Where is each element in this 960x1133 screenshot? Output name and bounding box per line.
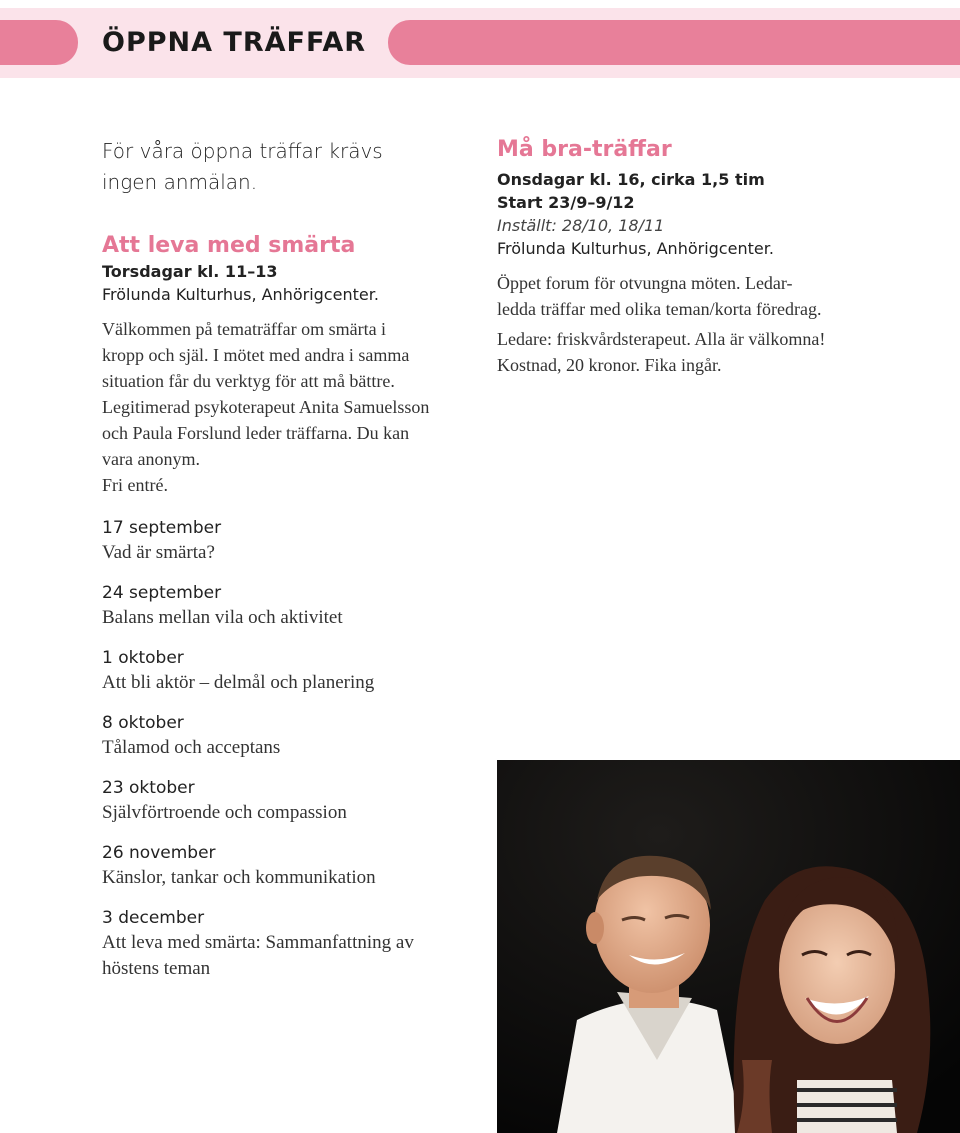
list-item xyxy=(102,646,472,696)
wellbeing-start: Start 23/9–9/12 xyxy=(497,193,635,212)
list-item xyxy=(102,711,472,761)
list-item xyxy=(102,581,472,631)
wellbeing-location: Frölunda Kulturhus, Anhörigcenter. xyxy=(497,239,774,258)
event-date: 1 oktober xyxy=(102,648,184,668)
pain-desc-line: Välkommen på tematräffar om smärta i xyxy=(102,319,387,339)
pain-price: Fri entré. xyxy=(102,475,168,495)
wellbeing-cost: Kostnad, 20 kronor. Fika ingår. xyxy=(497,355,722,375)
wellbeing-desc-line: Öppet forum för otvungna möten. Ledar- xyxy=(497,273,793,293)
event-date: 24 september xyxy=(102,583,222,603)
event-date: 17 september xyxy=(102,518,222,538)
pain-section xyxy=(102,232,472,982)
left-column xyxy=(102,136,472,982)
event-date: 3 december xyxy=(102,908,205,928)
pain-location: Frölunda Kulturhus, Anhörigcenter. xyxy=(102,285,379,304)
wellbeing-desc-line: ledda träffar med olika teman/korta föredrag. xyxy=(497,299,822,319)
list-item xyxy=(102,841,472,891)
wellbeing-description xyxy=(497,270,877,378)
page-title: ÖPPNA TRÄFFAR xyxy=(102,27,367,58)
pain-description xyxy=(102,316,472,498)
pain-desc-line: Legitimerad psykoterapeut Anita Samuelsson xyxy=(102,397,430,417)
section-heading-pain: Att leva med smärta xyxy=(102,233,356,258)
event-topic: Självförtroende och compassion xyxy=(102,802,347,823)
event-date: 8 oktober xyxy=(102,713,184,733)
event-list xyxy=(102,516,472,982)
right-column xyxy=(497,136,877,378)
wellbeing-leaders: Ledare: friskvårdsterapeut. Alla är välkomna! xyxy=(497,329,826,349)
event-topic: Balans mellan vila och aktivitet xyxy=(102,607,343,628)
pain-schedule: Torsdagar kl. 11–13 xyxy=(102,262,278,281)
pain-desc-line: och Paula Forslund leder träffarna. Du kan xyxy=(102,423,410,443)
wellbeing-schedule: Onsdagar kl. 16, cirka 1,5 tim xyxy=(497,170,765,189)
intro-line-1: För våra öppna träffar krävs xyxy=(102,139,383,163)
header-pill-right xyxy=(388,20,960,65)
event-topic: Att leva med smärta: Sammanfattning av höstens teman xyxy=(102,932,414,979)
list-item xyxy=(102,906,472,982)
list-item xyxy=(102,516,472,566)
wellbeing-cancelled: Inställt: 28/10, 18/11 xyxy=(497,216,665,235)
event-topic: Vad är smärta? xyxy=(102,542,215,563)
event-topic: Känslor, tankar och kommunikation xyxy=(102,867,376,888)
section-heading-wellbeing: Må bra-träffar xyxy=(497,137,672,162)
pain-desc-line: kropp och själ. I mötet med andra i samma xyxy=(102,345,410,365)
event-topic: Tålamod och acceptans xyxy=(102,737,281,758)
people-photo-illustration xyxy=(497,760,960,1133)
event-date: 23 oktober xyxy=(102,778,195,798)
header-pill-left xyxy=(0,20,78,65)
photo xyxy=(497,760,960,1133)
pain-desc-line: vara anonym. xyxy=(102,449,200,469)
pain-desc-line: situation får du verktyg för att må bättre. xyxy=(102,371,395,391)
event-date: 26 november xyxy=(102,843,216,863)
intro-line-2: ingen anmälan. xyxy=(102,170,258,194)
list-item xyxy=(102,776,472,826)
event-topic: Att bli aktör – delmål och planering xyxy=(102,672,375,693)
